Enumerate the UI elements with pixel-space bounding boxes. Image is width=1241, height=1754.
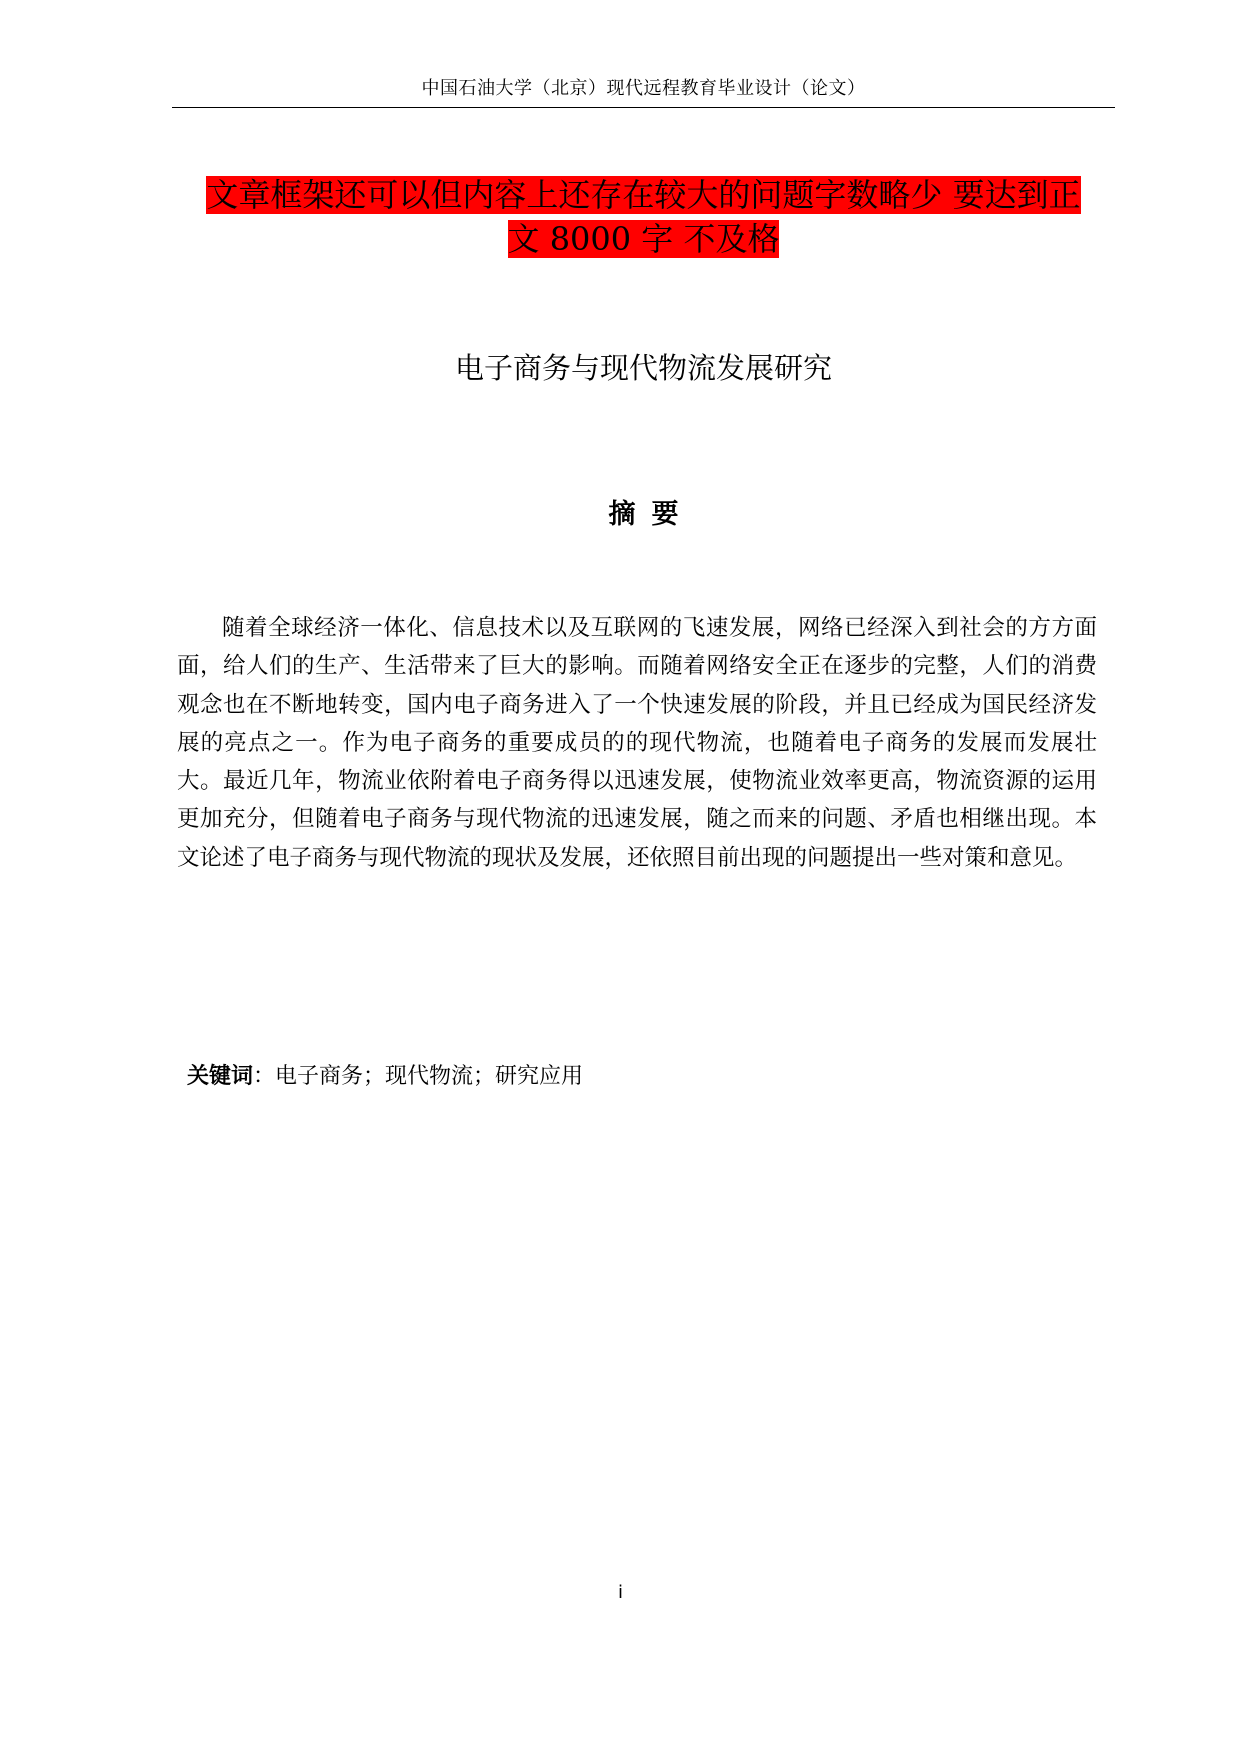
document-title: 电子商务与现代物流发展研究: [454, 351, 832, 385]
page-number: i: [617, 1582, 623, 1603]
review-comment-line-2: 文 8000 字 不及格: [507, 220, 780, 258]
keywords-value: 电子商务；现代物流；研究应用: [275, 1064, 584, 1089]
review-comment-line-1: 文章框架还可以但内容上还存在较大的问题字数略少 要达到正: [206, 176, 1081, 214]
page-header: 中国石油大学（北京）现代远程教育毕业设计（论文）: [421, 78, 866, 99]
keywords-line: [187, 1059, 583, 1090]
keywords-label: 关键词: [187, 1064, 254, 1089]
header-divider: [172, 107, 1115, 108]
review-comment: [172, 173, 1115, 261]
keywords-separator: ：: [253, 1064, 276, 1089]
abstract-heading: 摘要: [608, 499, 695, 530]
abstract-paragraph: 随着全球经济一体化、信息技术以及互联网的飞速发展，网络已经深入到社会的方方面面，给人们的生产、生活带来了巨大的影响。而随着网络安全正在逐步的完整，人们的消费观念也在不断地转变，国内电子商务进入了一个快速发展的阶段，并且已经成为国民经济发展的亮点之一。作为电子商务的重要成员的的现代物流，也随着电子商务的发展而发展壮大。最近几年，物流业依附着电子商务得以迅速发展，使物流业效率更高，物流资源的运用更加充分，但随着电子商务与现代物流的迅速发展，随之而来的问题、矛盾也相继出现。本文论述了电子商务与现代物流的现状及发展，还依照目前出现的问题提出一些对策和意见。: [177, 615, 1097, 871]
